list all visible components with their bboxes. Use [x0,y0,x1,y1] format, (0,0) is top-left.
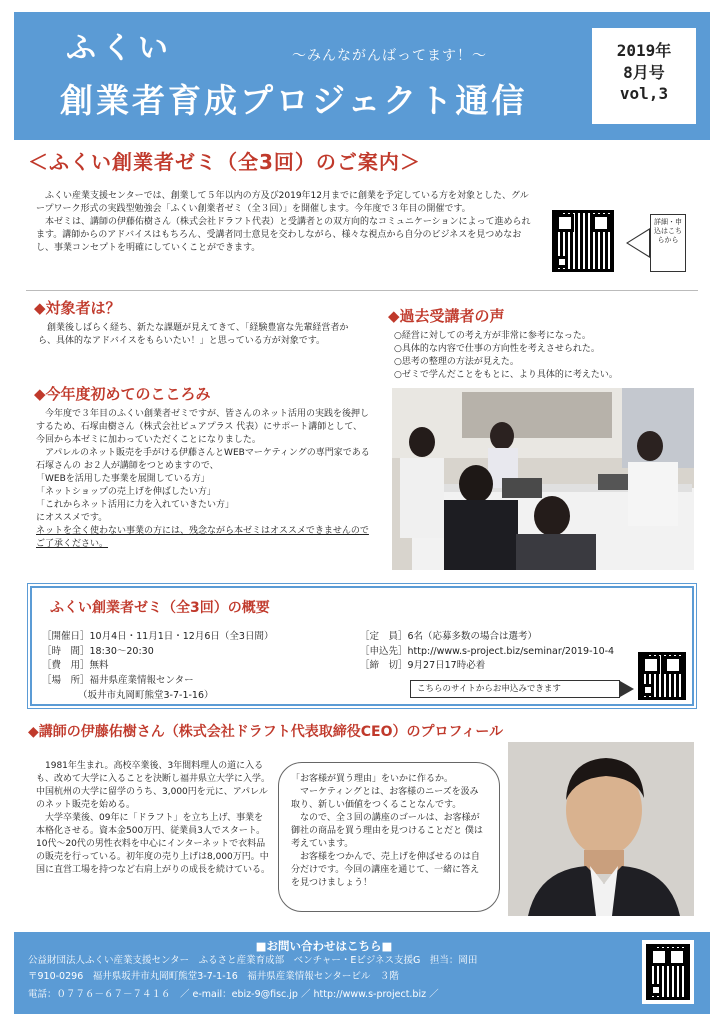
voice-item: ○経営に対しての考え方が非常に参考になった。 [394,331,591,341]
new-para-1: 今年度で３年目のふくい創業者ゼミですが、皆さんのネット活用の実践を後押しするため、石塚由樹さん（株式会社ピュアプラス 代表）にサポート講師として、今回から本ゼミに加わっていただくことになりました。 [36,409,370,446]
quote-item: 「これからネット活用に力を入れていきたい方」 [36,500,235,511]
detail-note: 詳細・申込はこちらから [650,214,686,272]
apply-qr-code-icon[interactable] [638,652,686,700]
issue-month: 8月号 [623,62,665,82]
profile-bio [36,760,272,877]
quote-line-1: 「お客様が買う理由」をいかに作るか。 [291,774,454,784]
voices-list [394,330,694,382]
issue-vol: vol,3 [619,84,669,104]
recommend-text: にオススメです。 [36,513,108,524]
arrow-right-icon [620,681,634,697]
voice-item: ○ゼミで学んだことをもとに、より具体的に考えたい。 [394,370,618,381]
divider [26,290,698,291]
overview-time: ［時 間］18:30〜20:30 [42,645,154,657]
title-line-1: ふくい [66,31,174,66]
profile-bio-1: 1981年生まれ。高校卒業後、3年間料理人の道に入るも、改めて大学に入ることを決断し福井県立大学に入学。中国杭州の大学に留学のうち、3,000円を元に、アパレルのネット販売を始める。 [36,761,271,811]
instructor-photo [508,742,694,916]
overview-fee: ［費 用］無料 [42,660,109,672]
quote-bubble [278,762,500,912]
instructor-photo-drawing [508,742,694,916]
seminar-photo [392,388,694,570]
intro-para-1: ふくい産業支援センターでは、創業して５年以内の方及び2019年12月までに創業を予定している方を対象とした、グループワーク形式の実践型勉強会「ふくい創業者ゼミ（全３回）」を開催します。今年度で３年目の開催です。 [36,191,529,215]
profile-bio-2: 大学卒業後、09年に「ドラフト」を立ち上げ、事業を本格化させる。資本金500万円、従業員3人でスタート。10代〜20代の男性衣料を中心にインターネットで衣料品の販売を行っている。初年度の売り上げは8,000万円。中国に直営工場を持つなど右肩上がりの成長を続けている。 [36,813,271,876]
apply-note: こちらのサイトからお申込みできます [410,680,620,698]
overview-box [30,586,694,706]
seminar-photo-drawing [392,388,694,570]
new-text [36,408,370,552]
arrow-left-icon [626,228,650,258]
issue-box [592,28,696,124]
title-line-2: 創業者育成プロジェクト通信 [60,81,528,120]
overview-capacity: ［定 員］6名（応募多数の場合は選考） [360,631,538,642]
main-heading: ＜ふくい創業者ゼミ（全3回）のご案内＞ [28,150,421,174]
overview-left [42,630,362,704]
profile-heading: ◆講師の伊藤佑樹さん（株式会社ドラフト代表取締役CEO）のプロフィール [28,724,504,740]
footer-title: ■お問い合わせはこちら■ [255,939,393,953]
overview-venue: ［場 所］福井県産業情報センター [42,675,194,687]
footer-line-1: 公益財団法人ふくい産業支援センター ふるさと産業育成部 ベンチャー・Eビジネス支援G 担当：岡田 [28,955,478,966]
intro-para-2: 本ゼミは、講師の伊藤佑樹さん（株式会社ドラフト代表）と受講者との双方向的なコミュニケーションによって進められます。講師からのアドバイスはもちろん、受講者同士意見を交わしながら、様々な視点から自分のビジネスを見つめなおし、事業コンセプトを明確にしていくことができます。 [36,217,531,254]
quote-item: 「WEBを活用した事業を展開している方」 [36,474,210,485]
target-text: 創業後しばらく経ち、新たな課題が見えてきて、「経験豊富な先輩経営者から、具体的なアドバイスをもらいたい！」と思っている方が対象です。 [38,323,349,347]
footer-qr-code-icon[interactable] [646,944,690,1000]
header-subtitle: 〜みんながんばってます！〜 [292,48,487,64]
overview-title: ふくい創業者ゼミ（全3回）の概要 [50,600,270,616]
overview-dates: ［開催日］10月4日・11月1日・12月6日（全3日間） [42,631,274,642]
overview-apply-url[interactable]: ［申込先］http://www.s-project.biz/seminar/2019-10-4 [360,645,615,657]
voice-item: ○具体的な内容で仕事の方向性を考えさせられた。 [394,344,600,355]
header-banner [14,12,710,140]
footer-line-2: 〒910-0296 福井県坂井市丸岡町熊堂3-7-1-16 福井県産業情報センタービル ３階 [28,971,399,982]
overview-venue-address: （坂井市丸岡町熊堂3-7-1-16） [78,689,214,701]
new-para-2: アパレルのネット販売を手がける伊藤さんとWEBマーケティングの専門家である石塚さんの お２人が講師をつとめますので、 [36,448,370,472]
qr-code-icon[interactable] [552,210,614,272]
quote-line-4: お客様をつかんで、売上げを伸ばせるのは自分だけです。今回の講座を通じて、一緒に答えを見つけましょう！ [291,852,480,889]
target-heading: ◆対象者は？ [34,299,121,317]
footer-contact [14,932,710,1014]
footer-qr-frame [642,940,694,1004]
intro-text [36,190,536,255]
overview-deadline: ［締 切］9月27日17時必着 [360,660,486,672]
voices-heading: ◆過去受講者の声 [388,307,505,325]
voice-item: ○思考の整理の方法が見えた。 [394,357,519,368]
quote-item: 「ネットショップの売上げを伸ばしたい方」 [36,487,216,498]
footer-line-3[interactable]: 電話：０７７６－６７－７４１６ ／ e-mail：ebiz-9@fisc.jp ／ http://www.s-project.biz ／ [28,989,439,1000]
quote-line-2: マーケティングとは、お客様のニーズを汲み取り、新しい価値をつくることなんです。 [291,787,479,811]
overview-right [360,630,630,674]
issue-year: 2019年 [616,41,672,60]
note-text: ネットを全く使わない事業の方には、残念ながら本ゼミはオススメできませんのでご了承ください。 [36,526,369,550]
new-heading: ◆今年度初めてのこころみ [34,385,211,403]
quote-line-3: なので、全３回の講座のゴールは、お客様が御社の商品を買う理由を見つけることだと 僕は考えています。 [291,813,483,850]
